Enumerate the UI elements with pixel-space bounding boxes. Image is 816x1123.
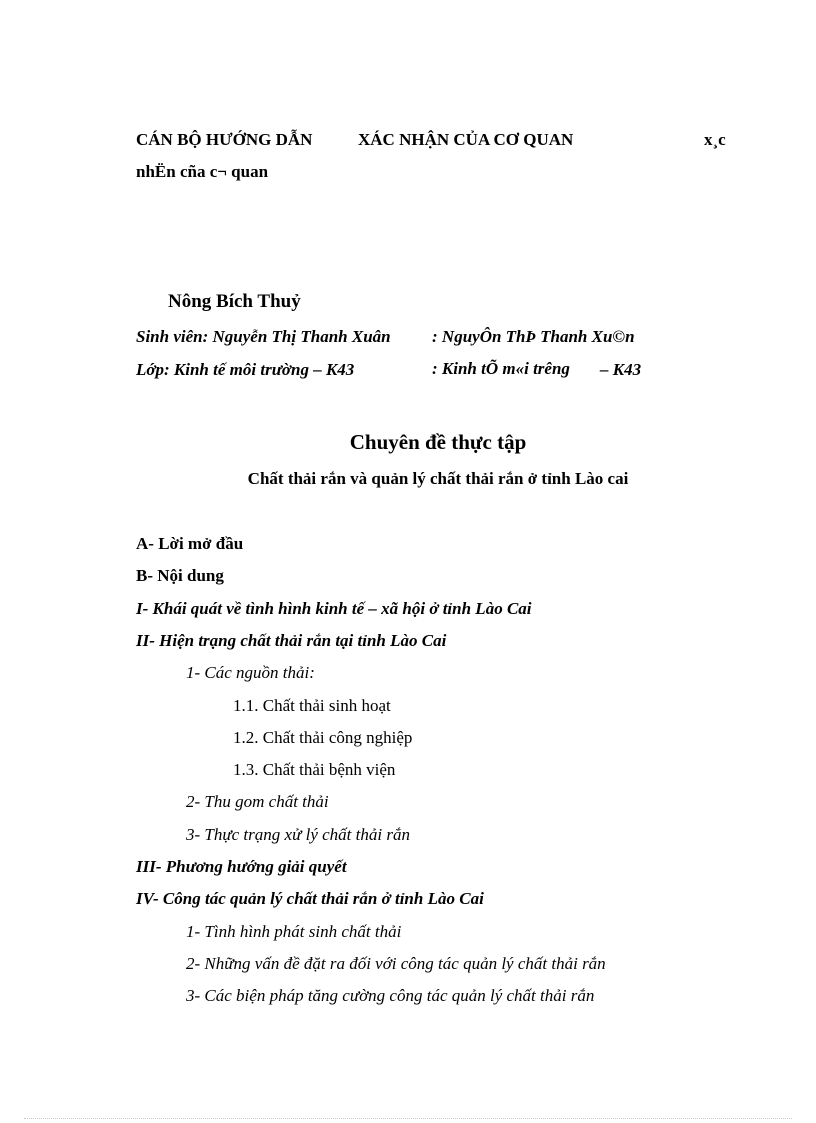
header-agency-garbled: x¸c (704, 130, 726, 149)
toc-item: II- Hiện trạng chất thải rắn tại tỉnh Lào Cai (136, 631, 447, 650)
student-name-line: Sinh viên: Nguyễn Thị Thanh Xuân (136, 327, 391, 346)
document-subtitle: Chất thải rắn và quản lý chất thải rắn ở tỉnh Lào cai (247, 469, 629, 488)
page-bottom-divider (24, 1118, 792, 1119)
toc-item: 1.3. Chất thải bệnh viện (233, 760, 396, 779)
student-class-line: Lớp: Kinh tế môi trường – K43 (136, 360, 355, 379)
toc-item: 3- Các biện pháp tăng cường công tác quản lý chất thải rắn (186, 986, 595, 1005)
toc-item: B- Nội dung (136, 566, 224, 585)
toc-item: I- Khái quát về tình hình kinh tế – xã hội ở tỉnh Lào Cai (136, 599, 532, 618)
toc-item: 1.1. Chất thải sinh hoạt (233, 696, 391, 715)
toc-item: 3- Thực trạng xử lý chất thải rắn (186, 825, 410, 844)
document-title: Chuyên đề thực tập (349, 430, 527, 454)
toc-item: 2- Những vấn đề đặt ra đối với công tác quản lý chất thải rắn (186, 954, 606, 973)
student-class-garbled: : Kinh tÕ m«i trêng (432, 359, 570, 378)
toc-item: III- Phương hướng giải quyết (136, 857, 347, 876)
toc-item: A- Lời mở đầu (136, 534, 244, 553)
supervisor-name: Nông Bích Thuỷ (168, 291, 301, 312)
toc-item: 1.2. Chất thải công nghiệp (233, 728, 413, 747)
student-class-garbled-suffix: – K43 (600, 360, 642, 379)
toc-item: 2- Thu gom chất thải (186, 792, 329, 811)
toc-item: 1- Các nguồn thải: (186, 663, 315, 682)
header-agency-label: XÁC NHẬN CỦA CƠ QUAN (358, 130, 574, 149)
student-name-garbled: : NguyÔn ThÞ Thanh Xu©n (432, 327, 635, 346)
toc-item: 1- Tình hình phát sinh chất thải (186, 922, 402, 941)
header-supervisor-label: CÁN BỘ HƯỚNG DẪN (136, 130, 313, 149)
toc-item: IV- Công tác quản lý chất thải rắn ở tỉnh Lào Cai (136, 889, 484, 908)
header-agency-garbled-line2: nhËn cña c¬ quan (136, 162, 269, 181)
